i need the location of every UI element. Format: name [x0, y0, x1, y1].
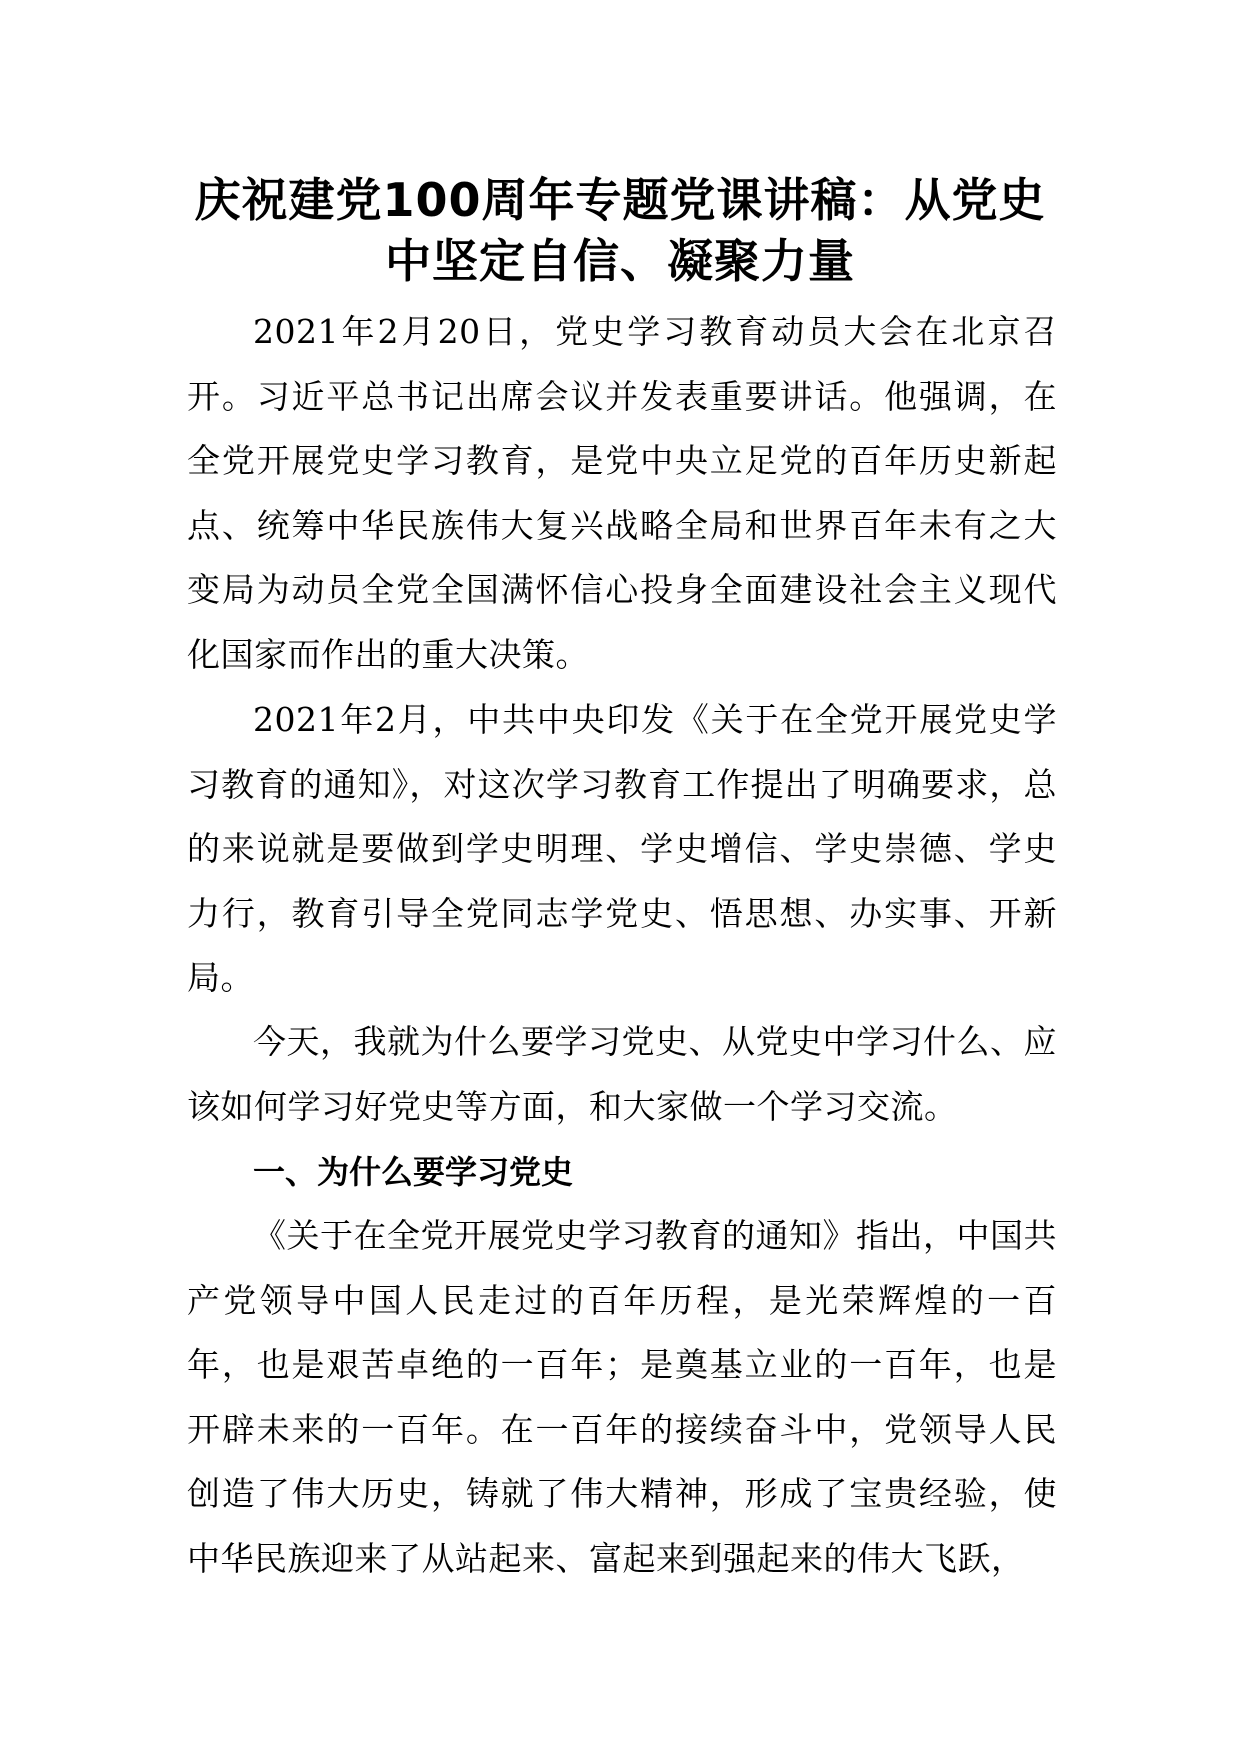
document-title-line-1: 庆祝建党100周年专题党课讲稿：从党史	[194, 173, 1046, 227]
document-title-line-2: 中坚定自信、凝聚力量	[385, 234, 855, 288]
section-paragraph: 《关于在全党开展党史学习教育的通知》指出，中国共产党领导中国人民走过的百年历程，是光荣辉煌的一百年，也是艰苦卓绝的一百年；是奠基立业的一百年，也是开辟未来的一百年。在一百年的接续奋斗中，党领导人民创造了伟大历史，铸就了伟大精神，形成了宝贵经验，使中华民族迎来了从站起来、富起来到强起来的伟大飞跃，	[187, 1216, 1057, 1578]
section-heading: 一、为什么要学习党史	[253, 1153, 574, 1191]
paragraph-2: 2021年2月，中共中央印发《关于在全党开展党史学习教育的通知》，对这次学习教育工作提出了明确要求，总的来说就是要做到学史明理、学史增信、学史崇德、学史力行，教育引导全党同志学党史、悟思想、办实事、开新局。	[187, 700, 1057, 997]
paragraph-3: 今天，我就为什么要学习党史、从党史中学习什么、应该如何学习好党史等方面，和大家做一个学习交流。	[187, 1022, 1057, 1126]
paragraph-1: 2021年2月20日，党史学习教育动员大会在北京召开。习近平总书记出席会议并发表重要讲话。他强调，在全党开展党史学习教育，是党中央立足党的百年历史新起点、统筹中华民族伟大复兴战略全局和世界百年未有之大变局为动员全党全国满怀信心投身全面建设社会主义现代化国家而作出的重大决策。	[187, 312, 1057, 674]
